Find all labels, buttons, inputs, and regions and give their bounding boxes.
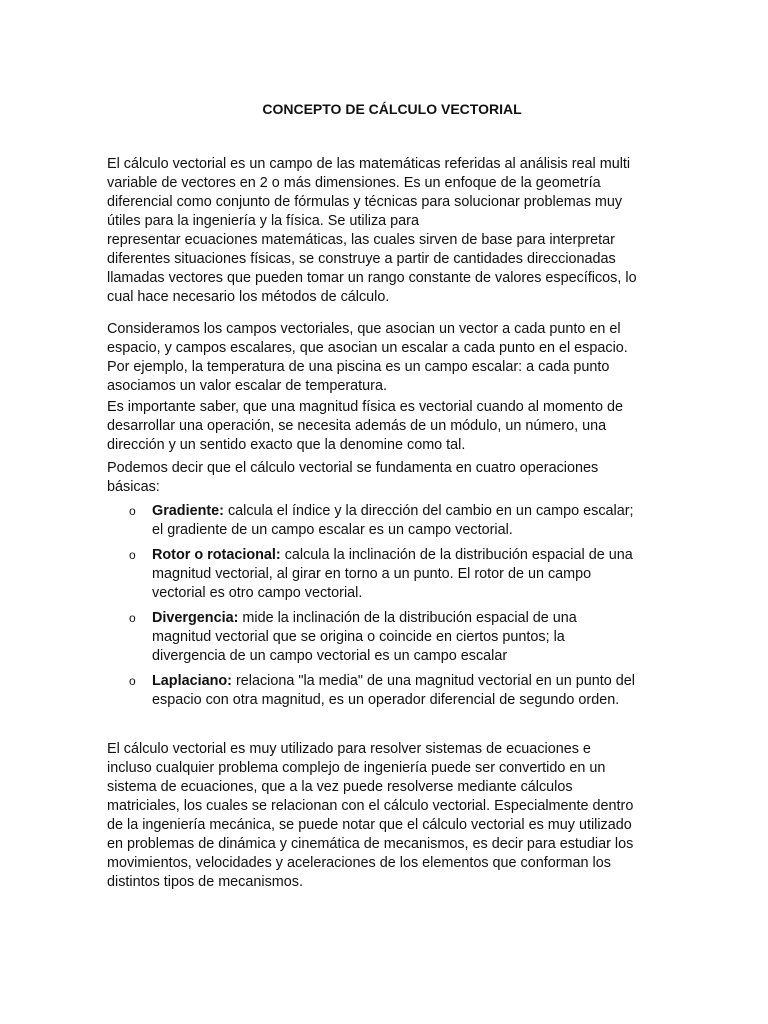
term-label: Laplaciano: <box>152 673 232 689</box>
text-line: espacio con otra magnitud, es un operador diferencial de segundo orden. <box>152 692 620 708</box>
text-line: útiles para la ingeniería y la física. Se utiliza para <box>107 213 419 229</box>
text-line: incluso cualquier problema complejo de ingeniería puede ser convertido en un <box>107 760 606 776</box>
text-line: variable de vectores en 2 o más dimensiones. Es un enfoque de la geometría <box>107 175 601 191</box>
paragraph-magnitude <box>107 398 623 455</box>
text-line: desarrollar una operación, se necesita además de un módulo, un número, una <box>107 418 607 434</box>
text-line: el gradiente de un campo escalar es un campo vectorial. <box>152 522 513 538</box>
document-title: CONCEPTO DE CÁLCULO VECTORIAL <box>262 101 522 117</box>
text-line: vectorial es otro campo vectorial. <box>152 585 363 601</box>
text-line: matriciales, los cuales se relacionan con el cálculo vectorial. Especialmente dentro <box>107 798 634 814</box>
text-line: magnitud vectorial que se origina o coincide en ciertos puntos; la <box>152 629 565 645</box>
text-line: Es importante saber, que una magnitud física es vectorial cuando al momento de <box>107 399 623 415</box>
text-line: movimientos, velocidades y aceleraciones de los elementos que conforman los <box>107 855 611 871</box>
text-line: espacio, y campos escalares, que asocian un escalar a cada punto en el espacio. <box>107 340 628 356</box>
text-line: Consideramos los campos vectoriales, que asocian un vector a cada punto en el <box>107 321 621 337</box>
text-line: mide la inclinación de la distribución espacial de una <box>238 610 577 626</box>
text-line: asociamos un valor escalar de temperatura. <box>107 378 387 394</box>
text-line: en problemas de dinámica y cinemática de mecanismos, es decir para estudiar los <box>107 836 634 852</box>
term-label: Gradiente: <box>152 503 224 519</box>
text-line: Podemos decir que el cálculo vectorial se fundamenta en cuatro operaciones <box>107 460 599 476</box>
text-line: Por ejemplo, la temperatura de una piscina es un campo escalar: a cada punto <box>107 359 610 375</box>
paragraph-fields <box>107 320 628 396</box>
paragraph-intro <box>107 155 637 307</box>
text-line: básicas: <box>107 479 160 495</box>
hollow-bullet-icon: o <box>129 504 136 518</box>
list-item-laplaciano <box>107 672 635 710</box>
paragraph-operations-intro <box>107 459 598 497</box>
text-line: distintos tipos de mecanismos. <box>107 874 303 890</box>
text-line: diferencial como conjunto de fórmulas y técnicas para solucionar problemas muy <box>107 194 623 210</box>
hollow-bullet-icon: o <box>129 611 136 625</box>
text-line: llamadas vectores que pueden tomar un rango constante de valores específicos, lo <box>107 270 637 286</box>
text-line: diferentes situaciones físicas, se construye a partir de cantidades direccionadas <box>107 251 616 267</box>
hollow-bullet-icon: o <box>129 674 136 688</box>
text-line: de la ingeniería mecánica, se puede notar que el cálculo vectorial es muy utilizado <box>107 817 632 833</box>
hollow-bullet-icon: o <box>129 548 136 562</box>
text-line: El cálculo vectorial es muy utilizado para resolver sistemas de ecuaciones e <box>107 741 591 757</box>
text-line: sistema de ecuaciones, que a la vez puede resolverse mediante cálculos <box>107 779 573 795</box>
list-item-gradiente <box>107 502 635 540</box>
text-line: El cálculo vectorial es un campo de las matemáticas referidas al análisis real multi <box>107 156 631 172</box>
operations-list <box>107 502 635 710</box>
term-label: Divergencia: <box>152 610 239 626</box>
text-line: divergencia de un campo vectorial es un campo escalar <box>152 648 508 664</box>
paragraph-applications <box>107 740 633 892</box>
text-line: magnitud vectorial, al girar en torno a un punto. El rotor de un campo <box>152 566 592 582</box>
text-line: relaciona "la media" de una magnitud vectorial en un punto del <box>231 673 635 689</box>
text-line: calcula la inclinación de la distribución espacial de una <box>280 547 633 563</box>
text-line: calcula el índice y la dirección del cambio en un campo escalar; <box>223 503 634 519</box>
list-item-divergencia <box>107 609 635 666</box>
text-line: dirección y un sentido exacto que la denomine como tal. <box>107 437 466 453</box>
term-label: Rotor o rotacional: <box>152 547 281 563</box>
text-line: cual hace necesario los métodos de cálculo. <box>107 289 390 305</box>
list-item-rotor <box>107 546 635 603</box>
text-line: representar ecuaciones matemáticas, las cuales sirven de base para interpretar <box>107 232 615 248</box>
